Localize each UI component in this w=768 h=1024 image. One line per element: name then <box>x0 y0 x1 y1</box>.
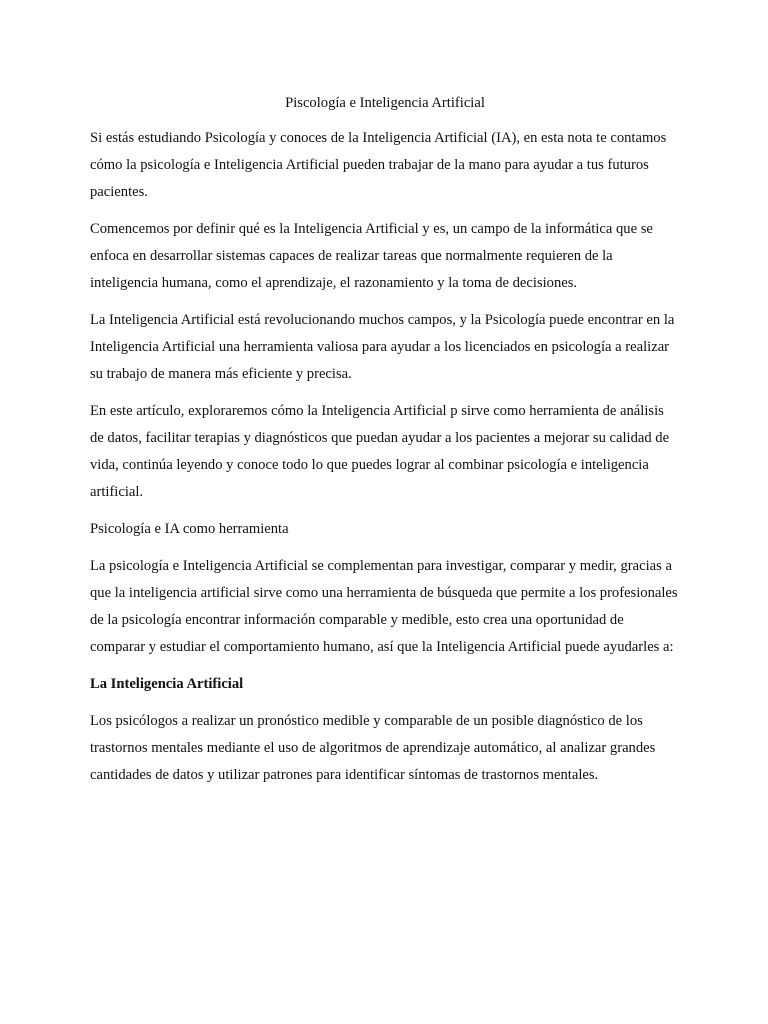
paragraph-complement: La psicología e Inteligencia Artificial se complementan para investigar, comparar y medir, gracias a que la inteligencia artificial sirve como una herramienta de búsqueda que permite a los profesionales de la psicología encontrar información comparable y medible, esto crea una oportunidad de comparar y estudiar el comportamiento humano, así que la Inteligencia Artificial puede ayudarles a: <box>90 558 678 655</box>
paragraph-definition: Comencemos por definir qué es la Inteligencia Artificial y es, un campo de la informática que se enfoca en desarrollar sistemas capaces de realizar tareas que normalmente requieren de la inteligencia humana, como el aprendizaje, el razonamiento y la toma de decisiones. <box>90 221 653 291</box>
document-body <box>90 91 680 799</box>
paragraph-revolution: La Inteligencia Artificial está revolucionando muchos campos, y la Psicología puede encontrar en la Inteligencia Artificial una herramienta valiosa para ayudar a los licenciados en psicología a realizar su trabajo de manera más eficiente y precisa. <box>90 312 675 382</box>
paragraph-intro: Si estás estudiando Psicología y conoces de la Inteligencia Artificial (IA), en esta nota te contamos cómo la psicología e Inteligencia Artificial pueden trabajar de la mano para ayudar a tus futuros pacientes. <box>90 130 667 200</box>
document-title: Piscología e Inteligencia Artificial <box>285 95 485 111</box>
paragraph-article-overview: En este artículo, exploraremos cómo la Inteligencia Artificial p sirve como herramienta de análisis de datos, facilitar terapias y diagnósticos que puedan ayudar a los pacientes a mejorar su calidad de vida, continúa leyendo y conoce todo lo que puedes lograr al combinar psicología e inteligencia artificial. <box>90 403 670 500</box>
section-heading: Psicología e IA como herramienta <box>90 521 289 537</box>
paragraph-diagnosis: Los psicólogos a realizar un pronóstico medible y comparable de un posible diagnóstico de los trastornos mentales mediante el uso de algoritmos de aprendizaje automático, al analizar grandes cantidades de datos y utilizar patrones para identificar síntomas de trastornos mentales. <box>90 713 656 783</box>
bold-heading: La Inteligencia Artificial <box>90 676 244 692</box>
